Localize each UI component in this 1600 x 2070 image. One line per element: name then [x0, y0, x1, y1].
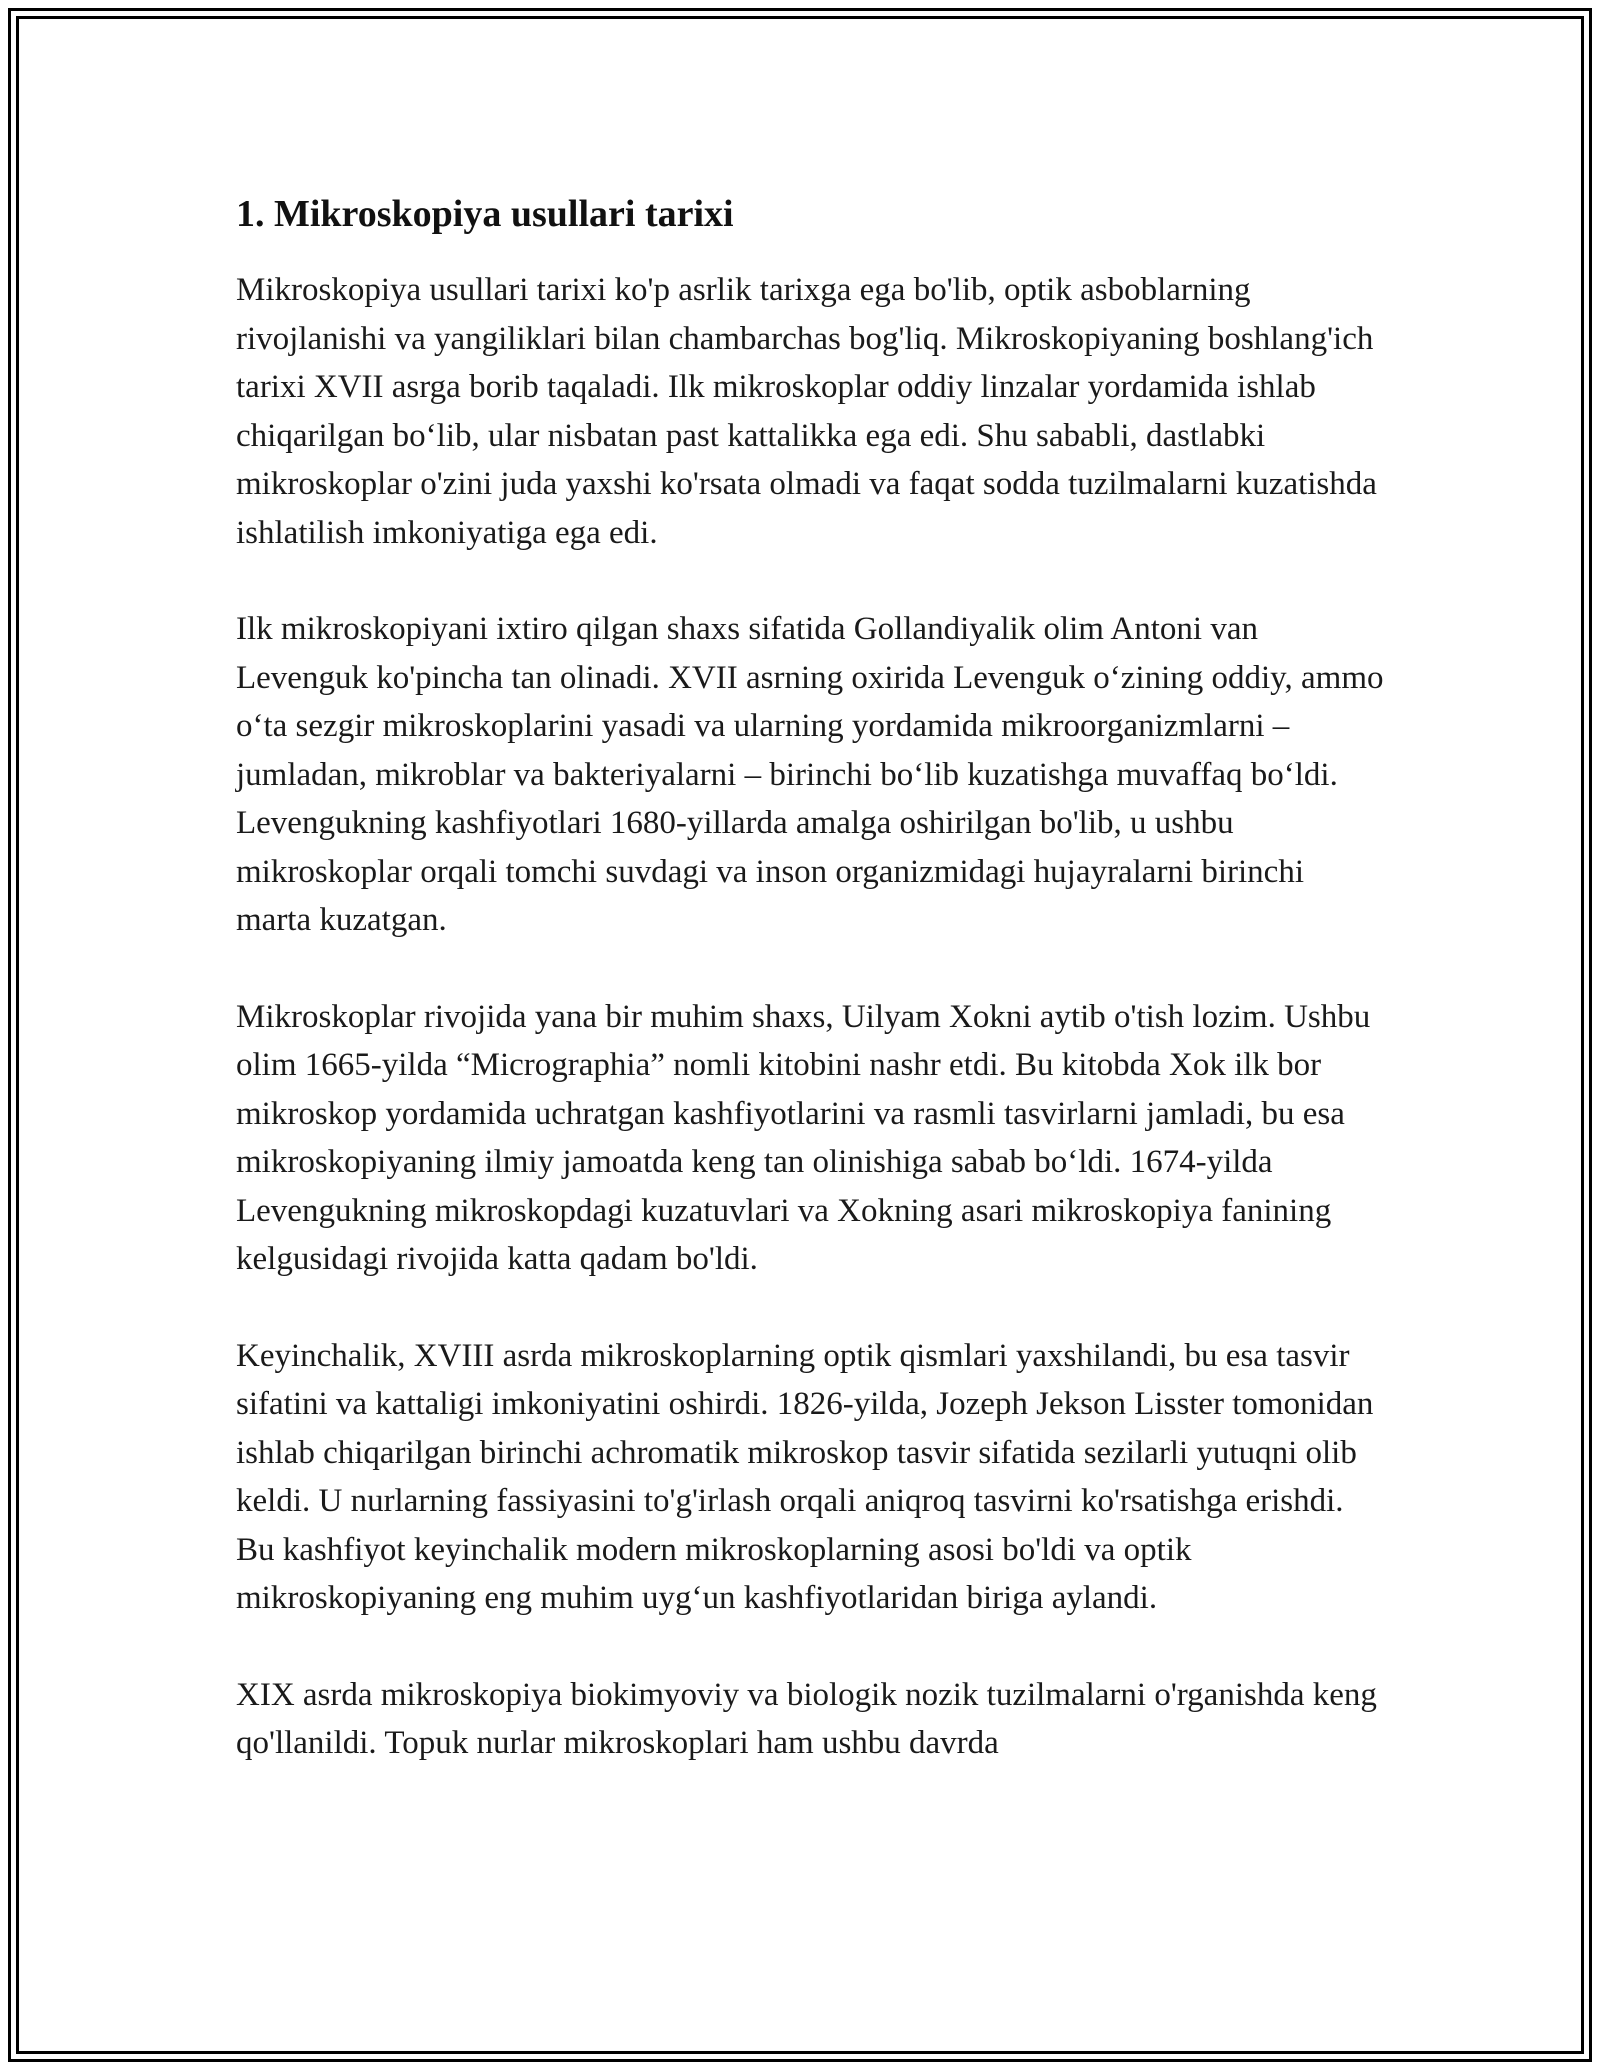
paragraph-leeuwenhoek: Ilk mikroskopiyani ixtiro qilgan shaxs sifatida Gollandiyalik olim Antoni van Levenguk ko'pincha tan olinadi. XVII asrning oxirida Levenguk o‘zining oddiy, ammo o‘ta sezgir mikroskoplarini yasadi va ularning yordamida mikroorganizmlarni – jumladan, mikroblar va bakteriyalarni – birinchi bo‘lib kuzatishga muvaffaq bo‘ldi. Levengukning kashfiyotlari 1680-yillarda amalga oshirilgan bo'lib, u ushbu mikroskoplar orqali tomchi suvdagi va inson organizmidagi hujayralarni birinchi marta kuzatgan.	[236, 611, 1384, 938]
section-title: 1. Mikroskopiya usullari tarixi	[236, 193, 734, 235]
paragraph-nineteenth-century: XIX asrda mikroskopiya biokimyoviy va biologik nozik tuzilmalarni o'rganishda keng qo'llanildi. Topuk nurlar mikroskoplari ham ushbu davrda	[236, 1676, 1377, 1761]
paragraph-early-microscopes: Mikroskopiya usullari tarixi ko'p asrlik tarixga ega bo'lib, optik asboblarning rivojlanishi va yangiliklari bilan chambarchas bog'liq. Mikroskopiyaning boshlang'ich tarixi XVII asrga borib taqaladi. Ilk mikroskoplar oddiy linzalar yordamida ishlab chiqarilgan bo‘lib, ular nisbatan past kattalikka ega edi. Shu sababli, dastlabki mikroskoplar o'zini juda yaxshi ko'rsata olmadi va faqat sodda tuzilmalarni kuzatishda ishlatilish imkoniyatiga ega edi.	[236, 272, 1377, 551]
paragraph-hooke-micrographia: Mikroskoplar rivojida yana bir muhim shaxs, Uilyam Xokni aytib o'tish lozim. Ushbu olim 1665-yilda “Micrographia” nomli kitobini nashr etdi. Bu kitobda Xok ilk bor mikroskop yordamida uchratgan kashfiyotlarini va rasmli tasvirlarni jamladi, bu esa mikroskopiyaning ilmiy jamoatda keng tan olinishiga sabab bo‘ldi. 1674-yilda Levengukning mikroskopdagi kuzatuvlari va Xokning asari mikroskopiya fanining kelgusidagi rivojida katta qadam bo'ldi.	[236, 998, 1371, 1277]
document-body	[236, 188, 1386, 1816]
paragraph-achromatic-microscope: Keyinchalik, XVIII asrda mikroskoplarning optik qismlari yaxshilandi, bu esa tasvir sifatini va kattaligi imkoniyatini oshirdi. 1826-yilda, Jozeph Jekson Lisster tomonidan ishlab chiqarilgan birinchi achromatik mikroskop tasvir sifatida sezilarli yutuqni olib keldi. U nurlarning fassiyasini to'g'irlash orqali aniqroq tasvirni ko'rsatishga erishdi. Bu kashfiyot keyinchalik modern mikroskoplarning asosi bo'ldi va optik mikroskopiyaning eng muhim uyg‘un kashfiyotlaridan biriga aylandi.	[236, 1337, 1374, 1616]
